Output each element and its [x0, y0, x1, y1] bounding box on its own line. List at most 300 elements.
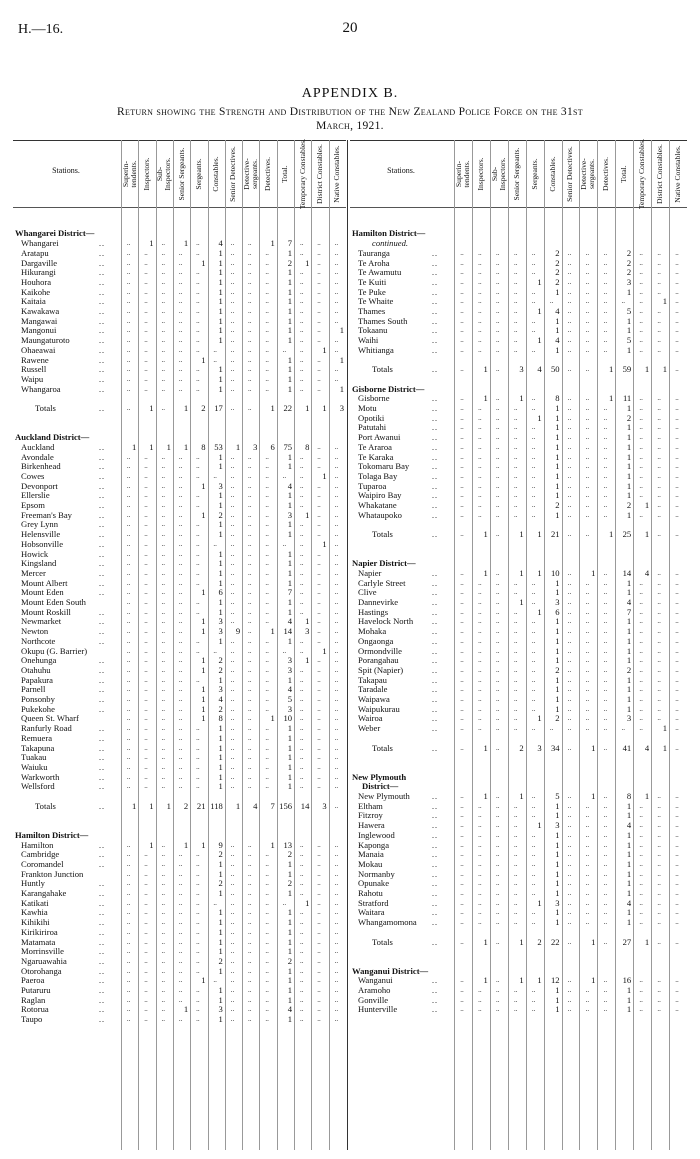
cell-blank: .. — [230, 607, 235, 616]
cell-value: 2 — [555, 713, 560, 724]
cell-value: 4 — [218, 694, 223, 704]
leader-dots: .. — [432, 530, 438, 540]
station-name: Kawakawa — [21, 306, 60, 316]
station-row — [350, 918, 687, 927]
leader-dots: .. — [99, 520, 105, 530]
cell-blank: .. — [161, 656, 165, 665]
leader-dots: .. — [99, 559, 105, 569]
cell-blank: .. — [265, 539, 269, 548]
cell-blank: .. — [675, 656, 679, 665]
cell-blank: .. — [161, 762, 165, 771]
cell-value: 1 — [555, 470, 560, 481]
cell-blank: .. — [126, 918, 131, 927]
cell-blank: .. — [513, 404, 518, 412]
leader-dots: .. — [99, 307, 105, 316]
cell-blank: .. — [513, 850, 518, 859]
cell-blank: .. — [513, 248, 518, 257]
cell-blank: .. — [299, 471, 304, 480]
cell-blank: .. — [161, 947, 165, 956]
cell-blank: .. — [603, 986, 608, 994]
cell-blank: .. — [299, 578, 304, 587]
leader-dots: .. — [432, 743, 438, 753]
cell-value: 1 — [626, 344, 632, 355]
cell-value: 59 — [622, 364, 632, 375]
cell-blank: .. — [334, 307, 339, 315]
cell-blank: .. — [299, 704, 304, 713]
cell-value: 2 — [183, 800, 189, 811]
cell-blank: .. — [513, 588, 518, 597]
leader-dots: .. — [99, 268, 105, 278]
cell-blank: .. — [178, 976, 183, 985]
cell-blank: .. — [585, 297, 590, 306]
cell-blank: .. — [496, 326, 500, 335]
cell-blank: .. — [496, 277, 500, 286]
cell-value: 1 — [305, 257, 310, 268]
cell-blank: .. — [460, 365, 464, 374]
cell-blank: .. — [144, 384, 148, 393]
leader-dots: .. — [432, 307, 438, 316]
cell-value: 1 — [626, 674, 632, 685]
leader-dots: .. — [432, 277, 438, 287]
cell-value: 1 — [218, 606, 223, 617]
cell-blank: .. — [478, 510, 482, 519]
station-row — [13, 676, 346, 685]
cell-blank: .. — [496, 433, 500, 442]
station-name: Takapau — [358, 674, 387, 685]
cell-value: 1 — [287, 306, 293, 316]
cell-blank: .. — [144, 520, 148, 529]
cell-blank: .. — [496, 879, 500, 888]
cell-blank: .. — [265, 258, 269, 267]
cell-blank: .. — [639, 491, 643, 500]
cell-value: 6 — [555, 606, 560, 617]
column-header-text: Detective- sergeants. — [579, 158, 597, 190]
cell-blank: .. — [230, 743, 235, 752]
cell-blank: .. — [513, 1005, 518, 1014]
cell-blank: .. — [513, 433, 518, 442]
cell-value: 3 — [555, 597, 560, 607]
cell-blank: .. — [230, 937, 235, 946]
cell-blank: .. — [317, 559, 321, 568]
cell-blank: .. — [675, 627, 679, 636]
cell-blank: .. — [531, 801, 536, 810]
cell-value: 1 — [149, 238, 154, 249]
cell-blank: .. — [585, 287, 590, 296]
header-rule — [13, 207, 346, 208]
cell-blank: .. — [567, 433, 572, 442]
cell-blank: .. — [265, 918, 269, 927]
cell-value: 2 — [218, 878, 223, 889]
cell-blank: .. — [549, 297, 554, 306]
cell-value: 2 — [287, 257, 293, 268]
cell-blank: .. — [248, 753, 252, 762]
cell-blank: .. — [317, 695, 321, 703]
cell-blank: .. — [126, 782, 131, 791]
cell-blank: .. — [603, 510, 608, 519]
cell-blank: .. — [144, 510, 148, 519]
column-header — [294, 138, 311, 210]
cell-blank: .. — [161, 898, 165, 907]
cell-blank: .. — [675, 530, 679, 539]
cell-blank: .. — [675, 840, 679, 849]
cell-blank: .. — [460, 656, 464, 665]
cell-blank: .. — [248, 762, 252, 771]
station-name: Remuera — [21, 732, 53, 743]
cell-blank: .. — [585, 307, 590, 315]
cell-value: 1 — [626, 907, 632, 918]
cell-blank: .. — [567, 869, 572, 878]
cell-blank: .. — [531, 452, 536, 461]
cell-blank: .. — [334, 782, 339, 791]
cell-blank: .. — [126, 704, 131, 713]
cell-blank: .. — [513, 646, 518, 655]
cell-blank: .. — [585, 365, 590, 374]
station-row — [350, 841, 687, 850]
cell-blank: .. — [496, 588, 500, 597]
cell-blank: .. — [196, 491, 200, 500]
cell-blank: .. — [248, 365, 252, 374]
cell-value: 3 — [253, 441, 258, 452]
leader-dots: .. — [432, 258, 438, 268]
cell-blank: .. — [657, 491, 661, 500]
station-name: continued. — [372, 238, 409, 249]
station-name: Cowes — [21, 470, 45, 481]
cell-blank: .. — [161, 1015, 165, 1024]
cell-blank: .. — [299, 248, 304, 257]
cell-blank: .. — [567, 665, 572, 674]
cell-blank: .. — [567, 695, 572, 703]
cell-blank: .. — [603, 423, 608, 432]
leader-dots: .. — [99, 898, 105, 908]
cell-blank: .. — [657, 986, 661, 994]
cell-blank: .. — [639, 268, 643, 277]
cell-blank: .. — [478, 287, 482, 296]
cell-value: 1 — [201, 664, 206, 675]
cell-blank: .. — [230, 501, 235, 509]
cell-blank: .. — [567, 365, 572, 374]
leader-dots: .. — [99, 530, 105, 540]
station-row — [350, 976, 687, 985]
cell-blank: .. — [265, 568, 269, 577]
cell-blank: .. — [178, 481, 183, 490]
leader-dots: .. — [99, 539, 105, 549]
cell-blank: .. — [144, 889, 148, 897]
cell-blank: .. — [585, 598, 590, 606]
cell-blank: .. — [567, 588, 572, 597]
cell-value: 1 — [218, 888, 223, 898]
cell-blank: .. — [144, 627, 148, 636]
cell-blank: .. — [496, 636, 500, 645]
cell-blank: .. — [513, 918, 518, 927]
cell-blank: .. — [513, 336, 518, 345]
cell-value: 5 — [287, 694, 293, 704]
cell-blank: .. — [478, 607, 482, 616]
cell-blank: .. — [126, 685, 131, 694]
cell-blank: .. — [265, 559, 269, 568]
cell-blank: .. — [585, 811, 590, 820]
cell-blank: .. — [478, 268, 482, 277]
cell-blank: .. — [230, 239, 235, 248]
cell-value: 1 — [626, 286, 632, 297]
cell-blank: .. — [248, 1015, 252, 1024]
cell-blank: .. — [334, 995, 339, 1004]
cell-blank: .. — [317, 995, 321, 1004]
cell-value: 1 — [322, 470, 327, 481]
cell-blank: .. — [230, 733, 235, 742]
leader-dots: .. — [99, 801, 105, 811]
cell-blank: .. — [230, 636, 235, 645]
cell-blank: .. — [334, 471, 339, 480]
cell-blank: .. — [567, 413, 572, 422]
cell-blank: .. — [144, 258, 148, 267]
cell-blank: .. — [460, 889, 464, 897]
cell-blank: .. — [639, 287, 643, 296]
cell-blank: .. — [603, 937, 608, 946]
cell-blank: .. — [657, 588, 661, 597]
cell-blank: .. — [460, 811, 464, 820]
cell-blank: .. — [496, 859, 500, 868]
cell-blank: .. — [161, 452, 165, 461]
cell-value: 1 — [555, 800, 560, 811]
cell-blank: .. — [144, 471, 148, 480]
cell-blank: .. — [639, 889, 643, 897]
cell-blank: .. — [531, 1005, 536, 1014]
cell-blank: .. — [585, 656, 590, 665]
cell-blank: .. — [161, 258, 165, 267]
cell-blank: .. — [675, 704, 679, 713]
cell-blank: .. — [675, 336, 679, 345]
cell-blank: .. — [161, 695, 165, 703]
cell-blank: .. — [460, 792, 464, 800]
cell-value: 10 — [283, 713, 293, 724]
cell-blank: .. — [334, 869, 339, 878]
cell-value: 1 — [149, 441, 154, 452]
cell-value: 1 — [662, 723, 668, 734]
cell-blank: .. — [639, 918, 643, 927]
cell-blank: .. — [299, 307, 304, 315]
cell-value: 1 — [555, 645, 560, 656]
cell-blank: .. — [161, 277, 165, 286]
cell-blank: .. — [334, 675, 339, 684]
cell-blank: .. — [144, 704, 148, 713]
cell-value: 1 — [218, 761, 223, 772]
cell-blank: .. — [161, 462, 165, 471]
cell-blank: .. — [248, 607, 252, 616]
cell-blank: .. — [657, 326, 661, 335]
cell-blank: .. — [334, 656, 339, 665]
cell-blank: .. — [478, 879, 482, 888]
cell-blank: .. — [585, 850, 590, 859]
cell-blank: .. — [317, 510, 321, 519]
leader-dots: .. — [432, 433, 438, 443]
station-name: Wairoa — [358, 713, 383, 724]
cell-blank: .. — [460, 850, 464, 859]
totals-row — [13, 802, 346, 811]
column-header-text: Detectives. — [601, 157, 611, 191]
cell-blank: .. — [248, 316, 252, 325]
cell-blank: .. — [585, 442, 590, 451]
cell-blank: .. — [513, 665, 518, 674]
station-name: Putaruru — [21, 985, 51, 995]
cell-blank: .. — [513, 316, 518, 325]
cell-blank: .. — [567, 898, 572, 907]
leader-dots: .. — [99, 510, 105, 520]
cell-blank: .. — [531, 404, 536, 412]
cell-blank: .. — [513, 627, 518, 636]
cell-blank: .. — [675, 908, 679, 917]
leader-dots: .. — [99, 578, 105, 588]
cell-blank: .. — [230, 307, 235, 315]
cell-value: 1 — [537, 306, 542, 316]
cell-blank: .. — [675, 297, 679, 306]
leader-dots: .. — [99, 889, 105, 898]
cell-blank: .. — [144, 869, 148, 878]
cell-blank: .. — [675, 821, 679, 830]
cell-blank: .. — [248, 345, 252, 354]
cell-blank: .. — [334, 772, 339, 781]
cell-blank: .. — [513, 704, 518, 713]
cell-blank: .. — [334, 966, 339, 975]
cell-blank: .. — [639, 307, 643, 315]
cell-blank: .. — [657, 976, 661, 985]
station-name: Mokau — [358, 858, 383, 869]
cell-blank: .. — [196, 549, 200, 558]
cell-blank: .. — [675, 695, 679, 703]
cell-blank: .. — [603, 976, 608, 985]
column-header-text: Detective- sergeants. — [241, 158, 259, 190]
cell-blank: .. — [513, 821, 518, 830]
cell-blank: .. — [126, 520, 131, 529]
cell-value: 1 — [287, 771, 293, 782]
cell-blank: .. — [196, 1015, 200, 1024]
cell-value: 1 — [287, 858, 293, 869]
cell-blank: .. — [496, 918, 500, 927]
cell-blank: .. — [317, 714, 321, 723]
cell-blank: .. — [265, 859, 269, 868]
station-row — [350, 860, 687, 869]
cell-blank: .. — [144, 685, 148, 694]
station-name: Eltham — [358, 800, 383, 811]
station-name: Morrinsville — [21, 946, 64, 957]
cell-blank: .. — [196, 365, 200, 374]
station-name: Carlyle Street — [358, 577, 406, 588]
column-header-text: Sergeants. — [529, 158, 539, 190]
cell-value: 1 — [287, 1014, 293, 1025]
cell-blank: .. — [161, 248, 165, 257]
station-name: Totals — [372, 742, 393, 753]
cell-blank: .. — [639, 976, 643, 985]
cell-blank: .. — [178, 336, 183, 345]
cell-blank: .. — [230, 995, 235, 1004]
cell-blank: .. — [603, 336, 608, 345]
cell-blank: .. — [126, 986, 131, 994]
cell-blank: .. — [178, 636, 183, 645]
cell-blank: .. — [230, 578, 235, 587]
station-name: Motu — [358, 403, 377, 413]
cell-blank: .. — [299, 986, 304, 994]
cell-blank: .. — [196, 879, 200, 888]
cell-blank: .. — [496, 307, 500, 315]
station-name: New Plymouth — [352, 771, 407, 782]
cell-blank: .. — [334, 539, 339, 548]
cell-blank: .. — [161, 704, 165, 713]
cell-blank: .. — [317, 287, 321, 296]
column-header-text: Native Constables. — [332, 145, 342, 203]
cell-blank: .. — [178, 918, 183, 927]
cell-blank: .. — [496, 345, 500, 354]
cell-blank: .. — [657, 268, 661, 277]
cell-blank: .. — [178, 374, 183, 383]
cell-value: 1 — [218, 597, 223, 607]
cell-blank: .. — [657, 404, 661, 412]
cell-value: 1 — [626, 645, 632, 656]
cell-value: 1 — [537, 975, 542, 986]
cell-value: 4 — [287, 1004, 293, 1015]
cell-blank: .. — [513, 695, 518, 703]
cell-blank: .. — [478, 588, 482, 597]
column-header-text: Constables. — [547, 156, 557, 192]
cell-blank: .. — [299, 743, 304, 752]
cell-blank: .. — [567, 937, 572, 946]
cell-blank: .. — [161, 510, 165, 519]
cell-blank: .. — [603, 442, 608, 451]
cell-blank: .. — [513, 481, 518, 490]
cell-blank: .. — [230, 530, 235, 539]
station-row — [350, 608, 687, 617]
cell-value: 14 — [622, 567, 632, 578]
cell-blank: .. — [496, 568, 500, 577]
cell-blank: .. — [639, 685, 643, 694]
cell-blank: .. — [675, 277, 679, 286]
cell-value: 11 — [622, 393, 632, 404]
cell-value: 1 — [591, 936, 596, 947]
cell-blank: .. — [657, 607, 661, 616]
cell-blank: .. — [657, 656, 661, 665]
cell-blank: .. — [317, 840, 321, 849]
cell-blank: .. — [639, 297, 643, 306]
cell-value: 1 — [218, 325, 223, 336]
station-row — [13, 588, 346, 597]
cell-value: 1 — [483, 529, 488, 540]
cell-blank: .. — [478, 656, 482, 665]
leader-dots: .. — [432, 336, 438, 346]
station-name: Aramoho — [358, 985, 391, 995]
stations-header: Stations. — [52, 166, 80, 175]
cell-blank: .. — [161, 307, 165, 315]
right-table — [350, 140, 687, 1150]
cell-blank: .. — [460, 704, 464, 713]
leader-dots: .. — [432, 316, 438, 326]
cell-blank: .. — [317, 850, 321, 859]
station-name: Hobsonville — [21, 538, 64, 549]
cell-blank: .. — [513, 656, 518, 665]
cell-blank: .. — [230, 927, 235, 936]
cell-blank: .. — [478, 578, 482, 587]
station-name: Houhora — [21, 276, 52, 287]
station-row — [350, 511, 687, 520]
station-row — [13, 976, 346, 985]
cell-blank: .. — [675, 316, 679, 325]
cell-value: 1 — [287, 907, 293, 918]
cell-value: 1 — [537, 713, 542, 724]
cell-blank: .. — [496, 986, 500, 994]
cell-blank: .. — [460, 413, 464, 422]
cell-blank: .. — [230, 617, 235, 626]
cell-value: 1 — [626, 849, 632, 860]
cell-blank: .. — [496, 481, 500, 490]
cell-blank: .. — [248, 840, 252, 849]
cell-blank: .. — [196, 947, 200, 956]
